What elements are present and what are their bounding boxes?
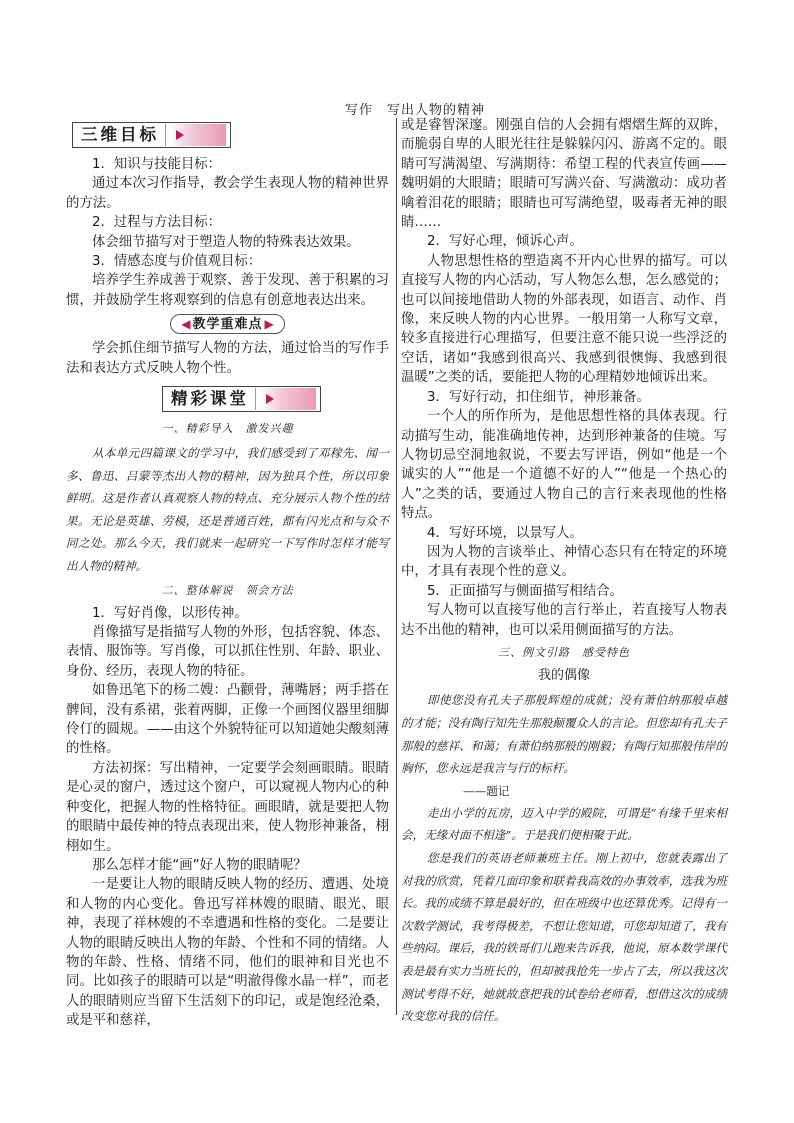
goal3-title: 3．情感态度与价值观目标： — [92, 254, 262, 270]
arrow-icon — [176, 130, 184, 140]
item3-text: 一个人的所作所为，是他思想性格的具体表现。行动描写生动，能准确地传神，达到形神兼备的佳境。写人物切忌空洞地叙说，不要去写评语，例如“他是一个诚实的人”“他是一个道德不好的人”“他是一个热心的人”之类的话，要通过人物自己的言行来表现他的性格特点。 — [401, 409, 727, 522]
column-divider — [396, 118, 397, 1015]
goal2-title: 2．过程与方法目标： — [92, 215, 222, 231]
item5-title: 5．正面描写与侧面描写相结合。 — [427, 583, 623, 599]
goal3-text: 培养学生养成善于观察、善于发现、善于积累的习惯，并鼓励学生将观察到的信息有创意地表达出来。 — [66, 273, 389, 308]
section-1-text: 从本单元四篇课文的学习中，我们感受到了邓稼先、闻一多、鲁迅、吕蒙等杰出人物的精神，因为独具个性，所以印象鲜明。这是作者认真观察人物的特点、充分展示人物个性的结果。无论是英雄、劳模，还是普通百姓，都有闪光点和与众不同之处。那么今天，我们就来一起研究一下写作时怎样才能写出人物的精神。 — [66, 446, 389, 574]
goal2-text: 体会细节描写对于塑造人物的特殊表达效果。 — [92, 234, 360, 250]
section-3-title: 三、例文引路 感受特色 — [498, 645, 630, 659]
item1-paragraph-3: 方法初探：写出精神，一定要学会刻画眼睛。眼睛是心灵的窗户，透过这个窗户，可以窥视人物内心的种种变化，把握人物的性格特征。画眼睛，就是要把人物的眼睛中最传神的特点表现出来，使人物形神兼备，栩栩如生。 — [66, 760, 389, 854]
item1-paragraph-1: 肖像描写是指描写人物的外形，包括容貌、体态、表情、服饰等。写肖像，可以抓住性别、年龄、职业、身份、经历，表现人物的特征。 — [66, 625, 389, 679]
section-heading-label: 三维目标 — [75, 124, 166, 146]
section-1-title: 一、精彩导入 激发兴趣 — [161, 422, 294, 436]
heading-arrow-decoration — [170, 124, 226, 146]
section-2-title: 二、整体解说 领会方法 — [161, 583, 294, 597]
essay-paragraph-1: 走出小学的瓦房，迈入中学的殿院，可谓是“有缘千里来相会，无缘对面不相逢”。于是我们便相聚于此。 — [401, 805, 727, 843]
section-heading-label: 精彩课堂 — [165, 388, 256, 410]
item2-title: 2．写好心理，倾诉心声。 — [427, 234, 583, 250]
essay-paragraph-2: 您是我们的英语老师兼班主任。刚上初中，您就表露出了对我的欣赏，凭着几面印象和联着我高效的办事效率，选我为班长。我的成绩不算是最好的，但在班级中也还算优秀。记得有一次数学测试，我考得极差，不想让您知道，可您却知道了，我有些纳闷。课后，我的铁哥们儿跑来告诉我，他说，原本数学课代表是最有实力当班长的，但却被我抢先一步占了去，所以我这次测试考得不好，她就故意把我的试卷给老师看，想借这次的成绩改变您对我的信任。 — [401, 850, 727, 1024]
item3-title: 3．写好行动，扣住细节，神形兼备。 — [427, 389, 650, 405]
item5-text: 写人物可以直接写他的言行举止，若直接写人物表达不出他的精神，也可以采用侧面描写的方法。 — [401, 603, 727, 638]
goal1-title: 1．知识与技能目标： — [92, 157, 222, 172]
keypoints-text: 学会抓住细节描写人物的方法，通过恰当的写作手法和表达方式反映人物个性。 — [66, 341, 389, 376]
keypoints-header — [66, 314, 389, 334]
item4-title: 4．写好环境，以景写人。 — [427, 525, 583, 541]
item1-title: 1．写好肖像，以形传神。 — [92, 605, 248, 621]
item1-paragraph-2: 如鲁迅笔下的杨二嫂：凸颧骨，薄嘴唇；两手搭在髀间，没有系裙，张着两脚，正像一个画图仪器里细脚伶仃的圆规。——由这个外貌特征可以知道她尖酸刻薄的性格。 — [66, 683, 389, 757]
class-header — [66, 386, 389, 414]
item1-paragraph-4: 那么怎样才能“画”好人物的眼睛呢？ — [92, 857, 307, 873]
continued-paragraph: 或是睿智深邃。刚强自信的人会拥有熠熠生辉的双眸，而脆弱自卑的人眼光往往是躲躲闪闪、游离不定的。眼睛可写满渴望、写满期待：希望工程的代表宣传画——魏明娟的大眼睛；眼睛可写满兴奋、写满激动：成功者噙着泪花的眼睛；眼睛也可写满绝望，吸毒者无神的眼睛…… — [401, 118, 727, 231]
three-dim-goals-header — [66, 122, 389, 150]
epigraph-byline: ——题记 — [463, 783, 510, 798]
essay-title: 我的偶像 — [537, 667, 590, 683]
chevron-right-icon: ▶ — [264, 316, 274, 331]
chevron-left-icon: ◀ — [181, 316, 191, 331]
heading-arrow-decoration — [260, 388, 316, 410]
item4-text: 因为人物的言谈举止、神情心态只有在特定的环境中，才具有表现个性的意义。 — [401, 544, 727, 580]
right-column — [401, 116, 727, 1028]
arrow-icon — [266, 394, 274, 404]
page-title: 写作 写出人物的精神 — [344, 103, 485, 118]
item2-text: 人物思想性格的塑造离不开内心世界的描写。可以直接写人物的内心活动，写人物怎么想，怎么感觉的；也可以间接地借助人物的外部表现，如语言、动作、肖像，来反映人物的内心世界。一般用第一人称写文章，较多直接进行心理描写，但要注意不能只说一些浮泛的空话，诸如“我感到很高兴、我感到很懊悔、我感到很温暖”之类的话，要能把人物的心理精妙地倾诉出来。 — [401, 253, 727, 386]
goal1-text: 通过本次习作指导，教会学生表现人物的精神世界的方法。 — [66, 176, 389, 211]
essay-epigraph: 即使您没有孔夫子那般辉煌的成就；没有萧伯纳那般卓越的才能；没有陶行知先生那般颠覆众人的言论。但您却有孔夫子那般的慈祥、和蔼；有萧伯纳那般的刚毅；有陶行知那般伟岸的胸怀，您永远是我言与行的标杆。 — [401, 693, 727, 776]
item1-paragraph-5: 一是要让人物的眼睛反映人物的经历、遭遇、处境和人物的内心变化。鲁迅写祥林嫂的眼睛、眼光、眼神，表现了祥林嫂的不幸遭遇和性格的变化。二是要让人物的眼睛反映出人物的年龄、个性和不同的情绪。人物的年龄、性格、情绪不同，他们的眼神和目光也不同。比如孩子的眼睛可以是“明澈得像水晶一样”，而老人的眼睛则应当留下生活刻下的印记，或是饱经沧桑，或是平和慈祥， — [66, 877, 389, 1029]
keypoints-heading-label: 教学重难点 — [192, 316, 263, 332]
left-column — [66, 116, 389, 1031]
